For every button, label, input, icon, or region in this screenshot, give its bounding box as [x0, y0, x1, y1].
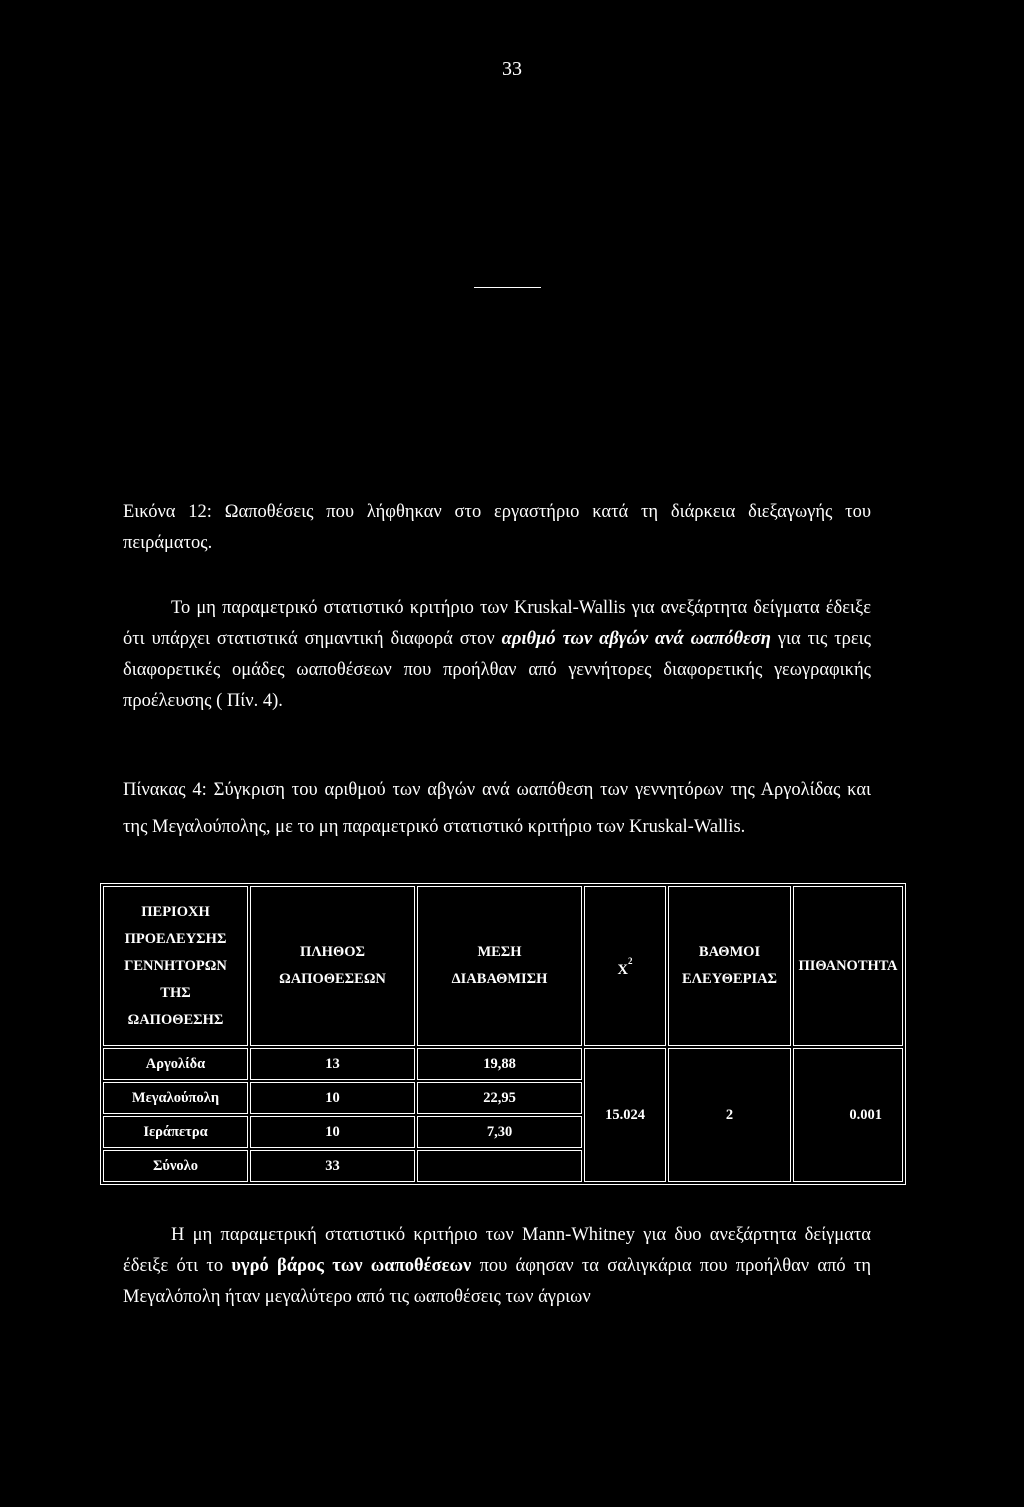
paragraph-text: Η μη παραμετρική στατιστικό κριτήριο των Mann-Whitney για δυο ανεξάρτητα δείγματα έδειξε ότι το [123, 1225, 871, 1276]
cell-total-label: Σύνολο [103, 1150, 248, 1182]
header-text: ΔΙΑΒΑΘΜΙΣΗ [451, 971, 548, 987]
paragraph-text: Το μη παραμετρικό στατιστικό κριτήριο των Kruskal-Wallis για ανεξάρτητα δείγματα έδειξε ότι υπάρχει στατιστικά σημαντική διαφορά στον [123, 598, 871, 649]
cell-mean-rank: 22,95 [417, 1082, 582, 1114]
header-text: ΠΡΟΕΛΕΥΣΗΣ [124, 930, 227, 947]
header-probability: ΠΙΘΑΝΟΤΗΤΑ [793, 886, 903, 1046]
cell-mean-rank: 7,30 [417, 1116, 582, 1148]
header-chi-square [584, 886, 666, 1046]
table-header-row [103, 886, 903, 1046]
header-text: ΠΛΗΘΟΣ [300, 944, 365, 960]
results-table [100, 883, 898, 1185]
header-text: ΕΛΕΥΘΕΡΙΑΣ [681, 971, 778, 987]
cell-empty [417, 1150, 582, 1182]
header-text: ΓΕΝΝΗΤΟΡΩΝ [124, 957, 227, 974]
cell-mean-rank: 19,88 [417, 1048, 582, 1080]
header-text: ΤΗΣ [160, 984, 191, 1001]
cell-degrees-of-freedom: 2 [668, 1048, 791, 1182]
header-degrees-of-freedom [668, 886, 791, 1046]
figure-caption: Εικόνα 12: Ωαποθέσεις που λήφθηκαν στο εργαστήριο κατά τη διάρκεια διεξαγωγής του πειράματος. [123, 502, 871, 553]
cell-total-count: 33 [250, 1150, 415, 1182]
header-text: ΒΑΘΜΟΙ [698, 944, 761, 960]
paragraph-emphasis: αριθμό των αβγών ανά ωαπόθεση [501, 629, 771, 649]
cell-chi-square: 15.024 [584, 1048, 666, 1182]
header-text: ΩΑΠΟΘΕΣΕΩΝ [279, 971, 386, 987]
header-region [103, 886, 248, 1046]
header-text: ΠΕΡΙΟΧΗ [141, 903, 210, 920]
paragraph-text: που άφησαν τα σαλιγκάρια που προήλθαν από τη Μεγαλόπολη ήταν μεγαλύτερο από τις ωαποθέσεις των άγριων [123, 1256, 872, 1307]
figure-divider [474, 287, 541, 288]
cell-region: Ιεράπετρα [103, 1116, 248, 1148]
table-caption: Πίνακας 4: Σύγκριση του αριθμού των αβγών ανά ωαπόθεση των γεννητόρων της Αργολίδας και της Μεγαλούπολης, με το μη παραμετρικό στατιστικό κριτήριο των Kruskal-Wallis. [123, 780, 871, 837]
cell-region: Αργολίδα [103, 1048, 248, 1080]
header-superscript: 2 [627, 956, 633, 966]
header-count [250, 886, 415, 1046]
cell-count: 10 [250, 1116, 415, 1148]
header-text: Χ [617, 962, 628, 978]
header-mean-rank [417, 886, 582, 1046]
page-number: 33 [502, 58, 522, 80]
table-row [103, 1048, 903, 1080]
header-text: ΜΕΣΗ [477, 944, 522, 960]
header-text: ΩΑΠΟΘΕΣΗΣ [127, 1011, 224, 1028]
cell-region: Μεγαλούπολη [103, 1082, 248, 1114]
cell-probability: 0.001 [793, 1048, 903, 1182]
paragraph-mann-whitney [123, 1220, 871, 1313]
paragraph-text: για τις τρεις διαφορετικές ομάδες ωαποθέσεων που προήλθαν από γεννήτορες διαφορετικής γεωγραφικής προέλευσης ( Πίν. 4). [123, 629, 871, 711]
cell-count: 13 [250, 1048, 415, 1080]
cell-count: 10 [250, 1082, 415, 1114]
paragraph-emphasis: υγρό βάρος των ωαποθέσεων [231, 1256, 472, 1276]
paragraph-kruskal-wallis [123, 593, 871, 717]
